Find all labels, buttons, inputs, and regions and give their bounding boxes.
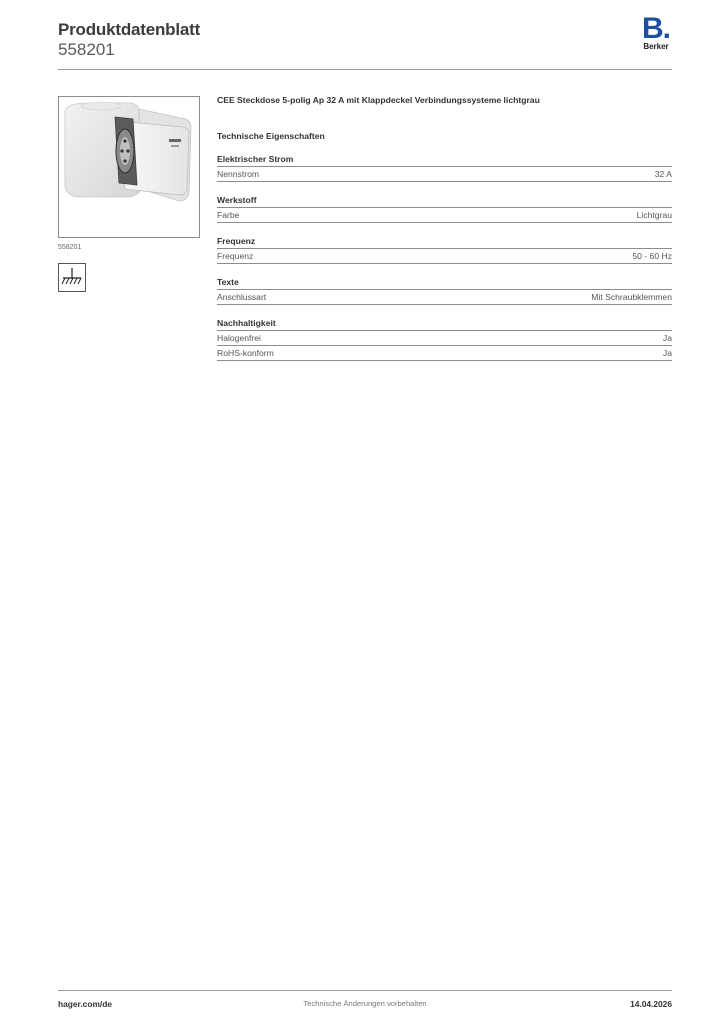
property-value: Mit Schraubklemmen [591,292,672,302]
property-value: 50 - 60 Hz [632,251,672,261]
section-title: Frequenz [217,236,672,249]
property-value: Ja [662,333,672,343]
image-caption: 558201 [58,244,82,251]
property-value: 32 A [654,169,672,179]
footer-disclaimer: Technische Änderungen vorbehalten [303,999,427,1008]
section-title: Texte [217,277,672,290]
socket-illustration [59,97,199,237]
section-elektrischer-strom [217,154,672,182]
section-title: Werkstoff [217,195,672,208]
property-row [217,208,672,223]
property-label: Halogenfrei [217,333,261,343]
logo-mark: B. [641,12,670,45]
property-label: Frequenz [217,251,254,261]
property-row [217,290,672,305]
section-title: Elektrischer Strom [217,154,672,167]
section-nachhaltigkeit [217,318,672,361]
logo-text: Berker [643,42,669,51]
product-image [58,96,200,238]
section-frequenz [217,236,672,264]
property-row [217,167,672,182]
section-texte [217,277,672,305]
property-row [217,249,672,264]
property-label: Nennstrom [217,169,260,179]
tech-properties-heading: Technische Eigenschaften [217,131,325,141]
page-footer [58,990,672,1015]
property-label: Anschlussart [217,292,267,302]
property-label: Farbe [217,210,240,220]
product-title: CEE Steckdose 5-polig Ap 32 A mit Klappdeckel Verbindungssysteme lichtgrau [217,95,540,105]
property-label: RoHS-konform [217,348,274,358]
property-row [217,346,672,361]
section-werkstoff [217,195,672,223]
product-details [217,94,672,361]
document-title: Produktdatenblatt [58,20,201,39]
page-header [58,12,672,70]
product-number: 558201 [58,40,115,59]
footer-website: hager.com/de [58,999,112,1009]
berker-logo [640,12,672,51]
section-title: Nachhaltigkeit [217,318,672,331]
property-row [217,331,672,346]
ground-symbol-icon [58,263,86,292]
property-value: Lichtgrau [636,210,672,220]
property-value: Ja [662,348,672,358]
footer-date: 14.04.2026 [630,999,672,1009]
